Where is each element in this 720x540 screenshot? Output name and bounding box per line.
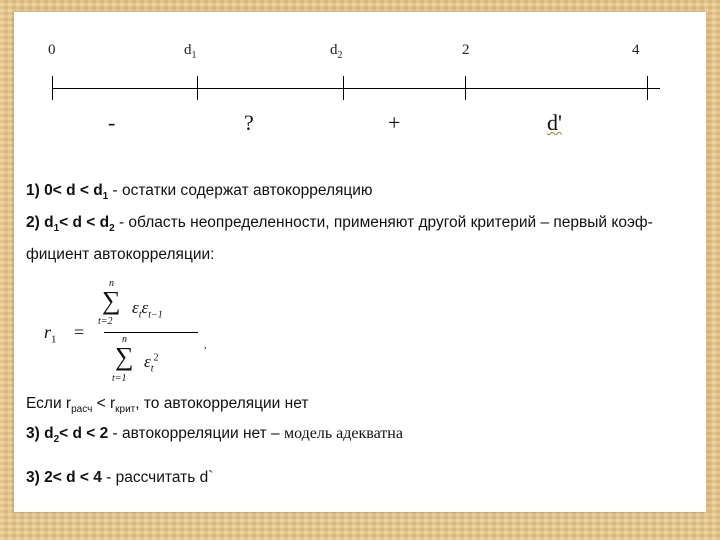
fraction-bar bbox=[104, 332, 198, 333]
den-lower-limit: t=1 bbox=[112, 373, 127, 384]
slide bbox=[14, 12, 706, 512]
condition-2-continued: фициент автокорреляции: bbox=[26, 246, 215, 263]
autocorrelation-formula bbox=[44, 280, 224, 388]
region-minus: - bbox=[108, 110, 116, 135]
tick-label-0: 0 bbox=[48, 42, 56, 58]
region-question: ? bbox=[244, 110, 254, 135]
condition-4: 3) 2< d < 4 - рассчитать d` bbox=[26, 469, 214, 486]
tick-mark-4 bbox=[647, 76, 648, 100]
condition-1: 1) $0< d < d_1$ - остатки содержат автокорреляцию bbox=[26, 182, 373, 203]
num-lower-limit: t=2 bbox=[98, 316, 113, 327]
tick-label-d2: $d_2$ bbox=[330, 42, 343, 61]
tick-mark-0 bbox=[52, 76, 53, 100]
tick-label-2: 2 bbox=[462, 42, 470, 58]
num-term: $\varepsilon_t\varepsilon_{t-1}$ bbox=[132, 298, 163, 321]
formula-lhs: $r_1$ bbox=[44, 322, 57, 346]
num-sigma: ∑ bbox=[102, 286, 121, 315]
region-dprime: d' bbox=[547, 110, 562, 135]
condition-3: 3) $d_2< d < 2$ - автокорреляции нет – модель адекватна bbox=[26, 425, 403, 446]
rule-r-comparison: Если $r_{расч} < r_{крит}$, то автокорреляции нет bbox=[26, 395, 309, 416]
axis-line bbox=[52, 88, 660, 89]
formula-equals: = bbox=[74, 322, 85, 342]
condition-2: 2) $d_1< d < d_2$ - область неопределенности, применяют другой критерий – первый коэф- bbox=[26, 214, 653, 235]
tick-label-d1: $d_1$ bbox=[184, 42, 197, 61]
formula-trailing-comma: , bbox=[204, 340, 207, 351]
den-term: $\varepsilon_t^2$ bbox=[144, 352, 159, 375]
region-plus: + bbox=[388, 110, 401, 135]
tick-mark-2 bbox=[465, 76, 466, 100]
den-sigma: ∑ bbox=[115, 342, 134, 371]
den-upper-limit: n bbox=[122, 334, 127, 345]
tick-mark-d1 bbox=[197, 76, 198, 100]
tick-mark-d2 bbox=[343, 76, 344, 100]
tick-label-4: 4 bbox=[632, 42, 640, 58]
num-upper-limit: n bbox=[109, 278, 114, 289]
